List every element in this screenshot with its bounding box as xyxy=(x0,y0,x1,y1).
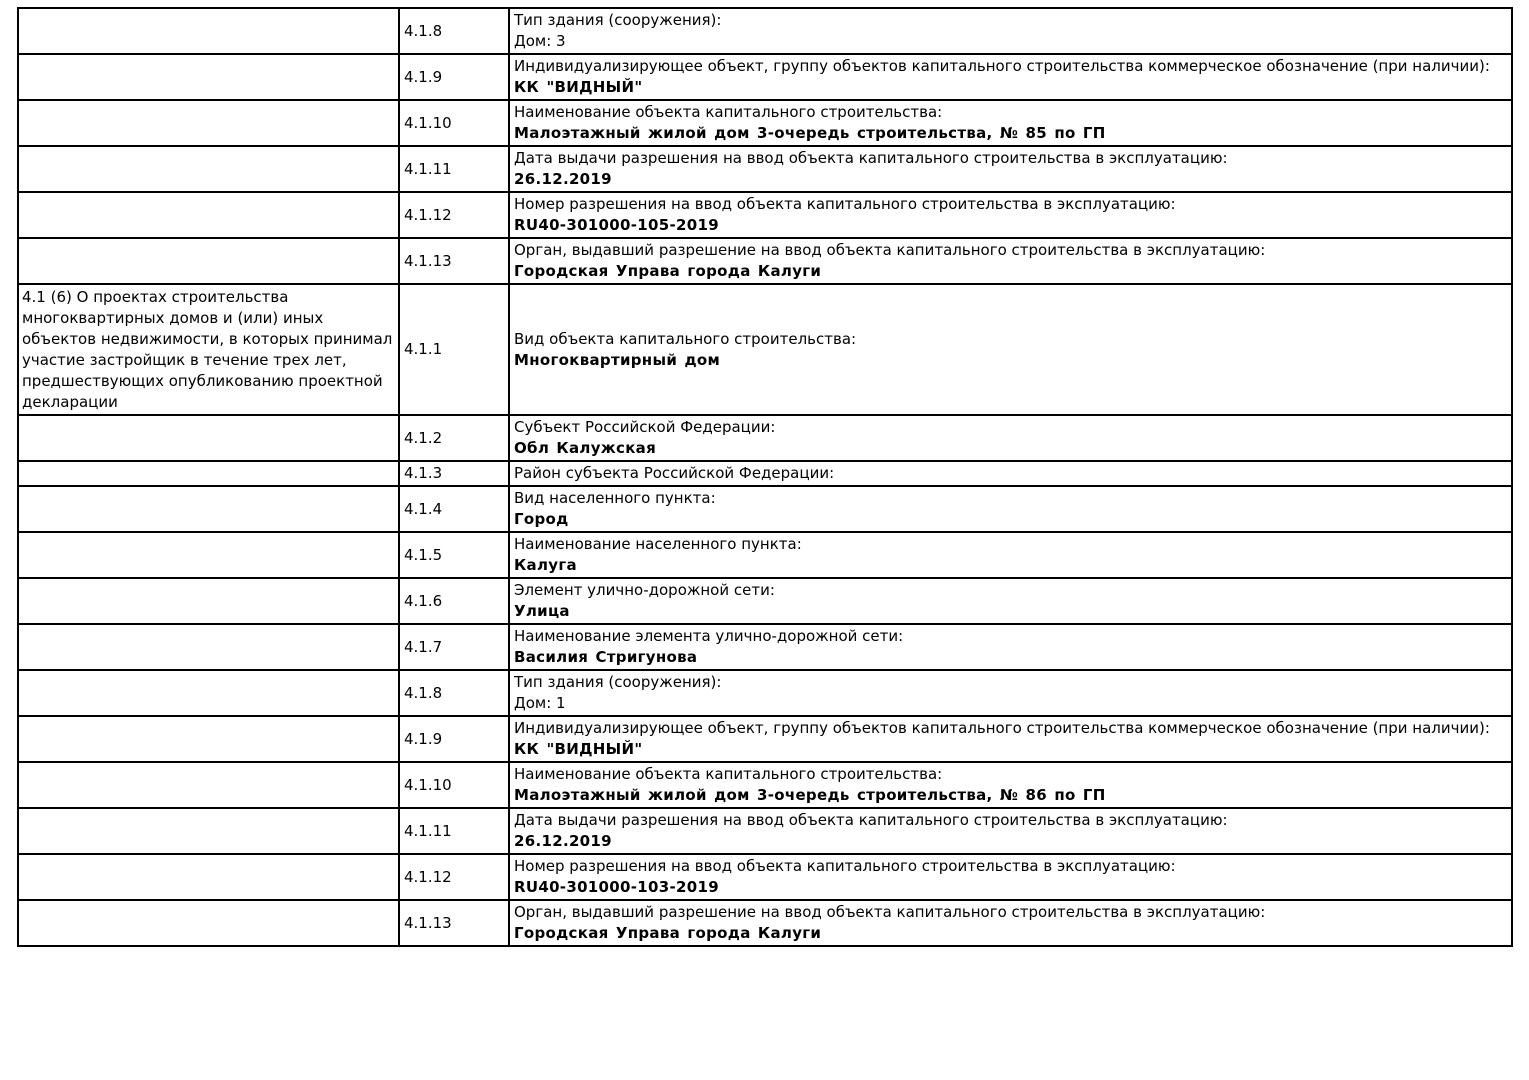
field-label: Элемент улично-дорожной сети: xyxy=(514,581,775,599)
field-label: Тип здания (сооружения): xyxy=(514,11,722,29)
field-cell xyxy=(509,146,1512,192)
section-description-cell xyxy=(18,461,399,486)
table-row xyxy=(18,461,1512,486)
section-description-cell xyxy=(18,192,399,238)
item-number-cell: 4.1.1 xyxy=(399,284,509,415)
table-row xyxy=(18,415,1512,461)
table-row xyxy=(18,900,1512,946)
field-value: Город xyxy=(514,510,569,528)
table-row xyxy=(18,8,1512,54)
field-value: RU40-301000-103-2019 xyxy=(514,878,719,896)
field-cell xyxy=(509,532,1512,578)
field-value: КК "ВИДНЫЙ" xyxy=(514,740,643,758)
item-number-cell: 4.1.7 xyxy=(399,624,509,670)
field-label: Вид объекта капитального строительства: xyxy=(514,329,857,348)
field-cell xyxy=(509,100,1512,146)
item-number-cell: 4.1.9 xyxy=(399,716,509,762)
table-row xyxy=(18,716,1512,762)
field-label: Наименование населенного пункта: xyxy=(514,535,802,553)
field-value: Многоквартирный дом xyxy=(514,350,721,369)
field-label: Дата выдачи разрешения на ввод объекта капитального строительства в эксплуатацию: xyxy=(514,811,1228,829)
field-cell xyxy=(509,238,1512,284)
field-value: Обл Калужская xyxy=(514,439,657,457)
field-label: Субъект Российской Федерации: xyxy=(514,418,776,436)
field-value: RU40-301000-105-2019 xyxy=(514,216,719,234)
section-description-cell xyxy=(18,415,399,461)
field-value: Василия Стригунова xyxy=(514,648,698,666)
field-value: Малоэтажный жилой дом 3-очередь строительства, № 86 по ГП xyxy=(514,786,1106,804)
item-number-cell: 4.1.3 xyxy=(399,461,509,486)
field-label: Орган, выдавший разрешение на ввод объекта капитального строительства в эксплуатацию: xyxy=(514,241,1266,259)
field-label: Индивидуализирующее объект, группу объектов капитального строительства коммерческое обозначение (при наличии): xyxy=(514,719,1490,737)
field-label: Орган, выдавший разрешение на ввод объекта капитального строительства в эксплуатацию: xyxy=(514,903,1266,921)
section-description-cell xyxy=(18,854,399,900)
field-value: Улица xyxy=(514,602,570,620)
item-number-cell: 4.1.12 xyxy=(399,192,509,238)
item-number-cell: 4.1.8 xyxy=(399,670,509,716)
section-description-cell xyxy=(18,8,399,54)
field-value: Дом: 3 xyxy=(514,32,566,50)
section-description-cell xyxy=(18,238,399,284)
table-row xyxy=(18,854,1512,900)
section-description-cell xyxy=(18,54,399,100)
field-label: Район субъекта Российской Федерации: xyxy=(514,464,835,482)
item-number-cell: 4.1.10 xyxy=(399,100,509,146)
field-label: Номер разрешения на ввод объекта капитального строительства в эксплуатацию: xyxy=(514,195,1176,213)
table-row xyxy=(18,284,1512,415)
field-value: КК "ВИДНЫЙ" xyxy=(514,78,643,96)
field-label: Вид населенного пункта: xyxy=(514,489,716,507)
section-description-cell xyxy=(18,578,399,624)
field-cell xyxy=(509,461,1512,486)
field-cell xyxy=(509,8,1512,54)
field-value: Калуга xyxy=(514,556,577,574)
section-description-cell xyxy=(18,486,399,532)
section-description-cell xyxy=(18,900,399,946)
table-row xyxy=(18,54,1512,100)
table-row xyxy=(18,762,1512,808)
section-description-cell xyxy=(18,670,399,716)
item-number-cell: 4.1.10 xyxy=(399,762,509,808)
table-row xyxy=(18,532,1512,578)
section-description-cell xyxy=(18,762,399,808)
field-value: 26.12.2019 xyxy=(514,832,612,850)
table-row xyxy=(18,808,1512,854)
item-number-cell: 4.1.13 xyxy=(399,900,509,946)
item-number-cell: 4.1.5 xyxy=(399,532,509,578)
field-value: Городская Управа города Калуги xyxy=(514,924,822,942)
field-cell xyxy=(509,808,1512,854)
field-cell xyxy=(509,54,1512,100)
item-number-cell: 4.1.9 xyxy=(399,54,509,100)
field-cell xyxy=(509,192,1512,238)
field-label: Индивидуализирующее объект, группу объектов капитального строительства коммерческое обозначение (при наличии): xyxy=(514,57,1490,75)
table-row xyxy=(18,624,1512,670)
item-number-cell: 4.1.2 xyxy=(399,415,509,461)
section-description-cell xyxy=(18,624,399,670)
item-number-cell: 4.1.11 xyxy=(399,146,509,192)
table-row xyxy=(18,578,1512,624)
table-row xyxy=(18,670,1512,716)
field-cell xyxy=(509,762,1512,808)
item-number-cell: 4.1.4 xyxy=(399,486,509,532)
table-row xyxy=(18,486,1512,532)
section-description-cell: 4.1 (6) О проектах строительства многоквартирных домов и (или) иных объектов недвижимости, в которых принимал участие застройщик в течение трех лет, предшествующих опубликованию проектной декларации xyxy=(18,284,399,415)
field-cell xyxy=(509,670,1512,716)
item-number-cell: 4.1.8 xyxy=(399,8,509,54)
table-row xyxy=(18,146,1512,192)
field-cell xyxy=(509,284,1512,415)
field-cell xyxy=(509,854,1512,900)
table-row xyxy=(18,238,1512,284)
section-description-cell xyxy=(18,532,399,578)
table-row xyxy=(18,192,1512,238)
field-value: Городская Управа города Калуги xyxy=(514,262,822,280)
field-label: Наименование объекта капитального строительства: xyxy=(514,765,943,783)
table-row xyxy=(18,100,1512,146)
field-cell xyxy=(509,415,1512,461)
section-description-cell xyxy=(18,808,399,854)
field-value: Малоэтажный жилой дом 3-очередь строительства, № 85 по ГП xyxy=(514,124,1106,142)
field-cell xyxy=(509,624,1512,670)
item-number-cell: 4.1.13 xyxy=(399,238,509,284)
field-label: Наименование объекта капитального строительства: xyxy=(514,103,943,121)
declaration-table xyxy=(17,7,1513,947)
item-number-cell: 4.1.6 xyxy=(399,578,509,624)
section-description-cell xyxy=(18,716,399,762)
field-cell xyxy=(509,900,1512,946)
field-label: Номер разрешения на ввод объекта капитального строительства в эксплуатацию: xyxy=(514,857,1176,875)
field-cell xyxy=(509,716,1512,762)
field-cell xyxy=(509,486,1512,532)
field-label: Тип здания (сооружения): xyxy=(514,673,722,691)
section-description-cell xyxy=(18,100,399,146)
table-body xyxy=(18,8,1512,946)
section-description-cell xyxy=(18,146,399,192)
item-number-cell: 4.1.12 xyxy=(399,854,509,900)
item-number-cell: 4.1.11 xyxy=(399,808,509,854)
field-label: Наименование элемента улично-дорожной сети: xyxy=(514,627,904,645)
field-cell xyxy=(509,578,1512,624)
field-label: Дата выдачи разрешения на ввод объекта капитального строительства в эксплуатацию: xyxy=(514,149,1228,167)
field-value: 26.12.2019 xyxy=(514,170,612,188)
field-value: Дом: 1 xyxy=(514,694,566,712)
